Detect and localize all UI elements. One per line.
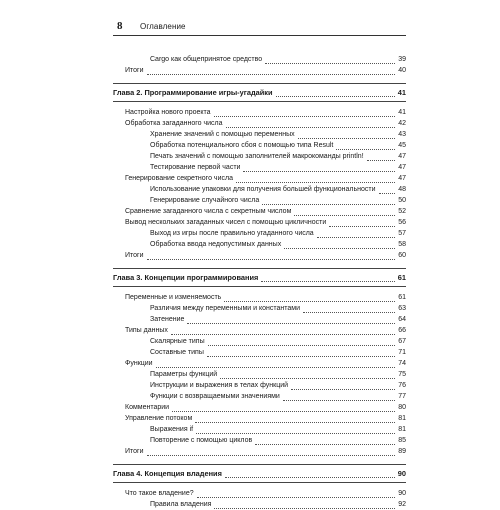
toc-entry-page: 81: [398, 415, 406, 422]
toc-entry-label: Комментарии: [125, 404, 170, 411]
toc-entry-page: 58: [398, 241, 406, 248]
toc-entry-page: 47: [398, 153, 406, 160]
toc-entry-label: Итоги: [125, 67, 144, 74]
toc-entry-label: Обработка загаданного числа: [125, 120, 223, 127]
toc-entry-label: Различия между переменными и константами: [150, 305, 300, 312]
toc-entry-page: 67: [398, 338, 406, 345]
toc-entry-page: 47: [398, 175, 406, 182]
toc-entry-page: 61: [398, 294, 406, 301]
toc-leader-dots: [156, 366, 396, 368]
toc-leader-dots: [329, 225, 395, 227]
toc-entry: [113, 380, 406, 391]
toc-entry: [113, 391, 406, 402]
toc-entry-label: Переменные и изменяемость: [125, 294, 222, 301]
toc-entry: [113, 446, 406, 457]
toc-entry-label: Скалярные типы: [150, 338, 205, 345]
toc-entry: [113, 195, 406, 206]
toc-entry-page: 75: [398, 371, 406, 378]
toc-entry: [113, 292, 406, 303]
toc-entry-page: 76: [398, 382, 406, 389]
toc-entry: [113, 369, 406, 380]
toc-entry: [113, 140, 406, 151]
page-number: 8: [117, 20, 123, 32]
toc-entry-label: Итоги: [125, 448, 144, 455]
toc-entry-label: Тестирование первой части: [150, 164, 241, 171]
toc-entry-label: Затенение: [150, 316, 185, 323]
toc-entry-label: Что такое владение?: [125, 490, 194, 497]
toc-entry-page: 89: [398, 448, 406, 455]
toc-entry: [113, 358, 406, 369]
toc-entry: [113, 250, 406, 261]
toc-leader-dots: [236, 181, 395, 183]
toc-entry-label: Выражения if: [150, 426, 194, 433]
toc-entry-page: 74: [398, 360, 406, 367]
toc-entry: [113, 162, 406, 173]
toc-entry-label: Сравнение загаданного числа с секретным числом: [125, 208, 292, 215]
toc-entry-label: Функции с возвращаемыми значениями: [150, 393, 280, 400]
toc-leader-dots: [224, 300, 395, 302]
toc-entry-page: 43: [398, 131, 406, 138]
toc-entry-label: Генерирование случайного числа: [150, 197, 260, 204]
toc-entry-label: Настройка нового проекта: [125, 109, 211, 116]
toc-leader-dots: [208, 344, 396, 346]
toc-entry-page: 77: [398, 393, 406, 400]
toc-entry-page: 42: [398, 120, 406, 127]
toc-leader-dots: [225, 476, 395, 478]
toc-entry-label: Составные типы: [150, 349, 204, 356]
toc-leader-dots: [265, 62, 395, 64]
toc-entry: [113, 336, 406, 347]
toc-entry: [113, 435, 406, 446]
toc-leader-dots: [220, 377, 395, 379]
toc-leader-dots: [196, 432, 395, 434]
toc-entry-label: Управление потоком: [125, 415, 193, 422]
running-title: Оглавление: [140, 22, 186, 31]
toc-entry-page: 41: [398, 109, 406, 116]
toc-leader-dots: [147, 454, 396, 456]
toc-chapter-entry: [113, 464, 406, 483]
toc-entry-page: 47: [398, 164, 406, 171]
toc-leader-dots: [317, 236, 396, 238]
toc-leader-dots: [207, 355, 395, 357]
toc-entry-label: Типы данных: [125, 327, 168, 334]
toc-entry-label: Вывод нескольких загаданных чисел с помощью цикличности: [125, 219, 327, 226]
toc-entry: [113, 184, 406, 195]
toc-entry-label: Функции: [125, 360, 153, 367]
toc-entry-page: 60: [398, 252, 406, 259]
toc-entry-label: Параметры функций: [150, 371, 218, 378]
toc-leader-dots: [197, 496, 396, 498]
toc-entry-page: 39: [398, 56, 406, 63]
toc-entry-page: 45: [398, 142, 406, 149]
toc-entry-label: Обработка потенциального сбоя с помощью типа Result: [150, 142, 334, 149]
toc-entry: [113, 206, 406, 217]
toc-entry-page: 81: [398, 426, 406, 433]
toc-leader-dots: [367, 159, 396, 161]
toc-entry: [113, 151, 406, 162]
toc-entry-label: Выход из игры после правильно угаданного числа: [150, 230, 314, 237]
toc-entry-page: 63: [398, 305, 406, 312]
toc-entry: [113, 347, 406, 358]
toc-leader-dots: [214, 115, 396, 117]
toc-entry-label: Правила владения: [150, 501, 212, 508]
toc-entry: [113, 325, 406, 336]
toc-chapter-entry: [113, 268, 406, 287]
toc-leader-dots: [336, 148, 395, 150]
toc-entry-label: Обработка ввода недопустимых данных: [150, 241, 282, 248]
toc-leader-dots: [303, 311, 395, 313]
toc-entry: [113, 499, 406, 510]
toc-entry-label: Глава 3. Концепции программирования: [113, 273, 259, 282]
toc-entry-page: 52: [398, 208, 406, 215]
toc-entry-page: 56: [398, 219, 406, 226]
toc-leader-dots: [291, 388, 395, 390]
toc-leader-dots: [226, 126, 396, 128]
toc-entry: [113, 54, 406, 65]
toc-entry: [113, 488, 406, 499]
toc-leader-dots: [276, 95, 395, 97]
toc-entry-label: Генерирование секретного числа: [125, 175, 233, 182]
header-rule: [113, 35, 406, 36]
toc-entry-page: 92: [398, 501, 406, 508]
toc-entry: [113, 239, 406, 250]
toc-entry-label: Инструкции и выражения в телах функций: [150, 382, 289, 389]
toc-entry-page: 41: [397, 88, 406, 97]
toc-entry-page: 40: [398, 67, 406, 74]
toc-leader-dots: [147, 73, 396, 75]
toc-entry-label: Повторение с помощью циклов: [150, 437, 253, 444]
toc-entry-page: 48: [398, 186, 406, 193]
toc-entry-page: 66: [398, 327, 406, 334]
toc-entry: [113, 217, 406, 228]
toc-leader-dots: [195, 421, 395, 423]
toc-entry-label: Cargo как общепринятое средство: [150, 56, 263, 63]
toc-leader-dots: [147, 258, 396, 260]
toc-entry: [113, 228, 406, 239]
toc-entry-page: 71: [398, 349, 406, 356]
toc-entry-label: Глава 4. Концепция владения: [113, 469, 222, 478]
toc-entry: [113, 424, 406, 435]
toc-leader-dots: [284, 247, 395, 249]
toc-entry: [113, 314, 406, 325]
toc-entry-label: Итоги: [125, 252, 144, 259]
toc-chapter-entry: [113, 83, 406, 102]
toc-leader-dots: [187, 322, 395, 324]
toc-leader-dots: [294, 214, 395, 216]
table-of-contents: [113, 54, 406, 510]
toc-entry: [113, 129, 406, 140]
toc-leader-dots: [262, 203, 395, 205]
toc-entry-page: 61: [397, 273, 406, 282]
toc-entry-page: 80: [398, 404, 406, 411]
toc-leader-dots: [283, 399, 395, 401]
toc-leader-dots: [261, 280, 394, 282]
toc-entry: [113, 402, 406, 413]
toc-entry: [113, 413, 406, 424]
toc-entry: [113, 303, 406, 314]
toc-entry: [113, 107, 406, 118]
toc-entry-page: 90: [397, 469, 406, 478]
toc-entry: [113, 173, 406, 184]
toc-entry-page: 57: [398, 230, 406, 237]
toc-entry-label: Печать значений с помощью заполнителей макрокоманды println!: [150, 153, 364, 160]
toc-leader-dots: [379, 192, 396, 194]
toc-entry: [113, 118, 406, 129]
toc-entry-label: Использование упаковки для получения большей функциональности: [150, 186, 376, 193]
toc-entry-page: 64: [398, 316, 406, 323]
toc-entry-label: Хранение значений с помощью переменных: [150, 131, 295, 138]
toc-leader-dots: [172, 410, 395, 412]
toc-leader-dots: [255, 443, 395, 445]
toc-entry-page: 85: [398, 437, 406, 444]
toc-entry-page: 50: [398, 197, 406, 204]
toc-leader-dots: [243, 170, 395, 172]
toc-entry-label: Глава 2. Программирование игры-угадайки: [113, 88, 273, 97]
toc-leader-dots: [171, 333, 395, 335]
toc-entry-page: 90: [398, 490, 406, 497]
toc-leader-dots: [298, 137, 396, 139]
toc-leader-dots: [214, 507, 395, 509]
toc-entry: [113, 65, 406, 76]
